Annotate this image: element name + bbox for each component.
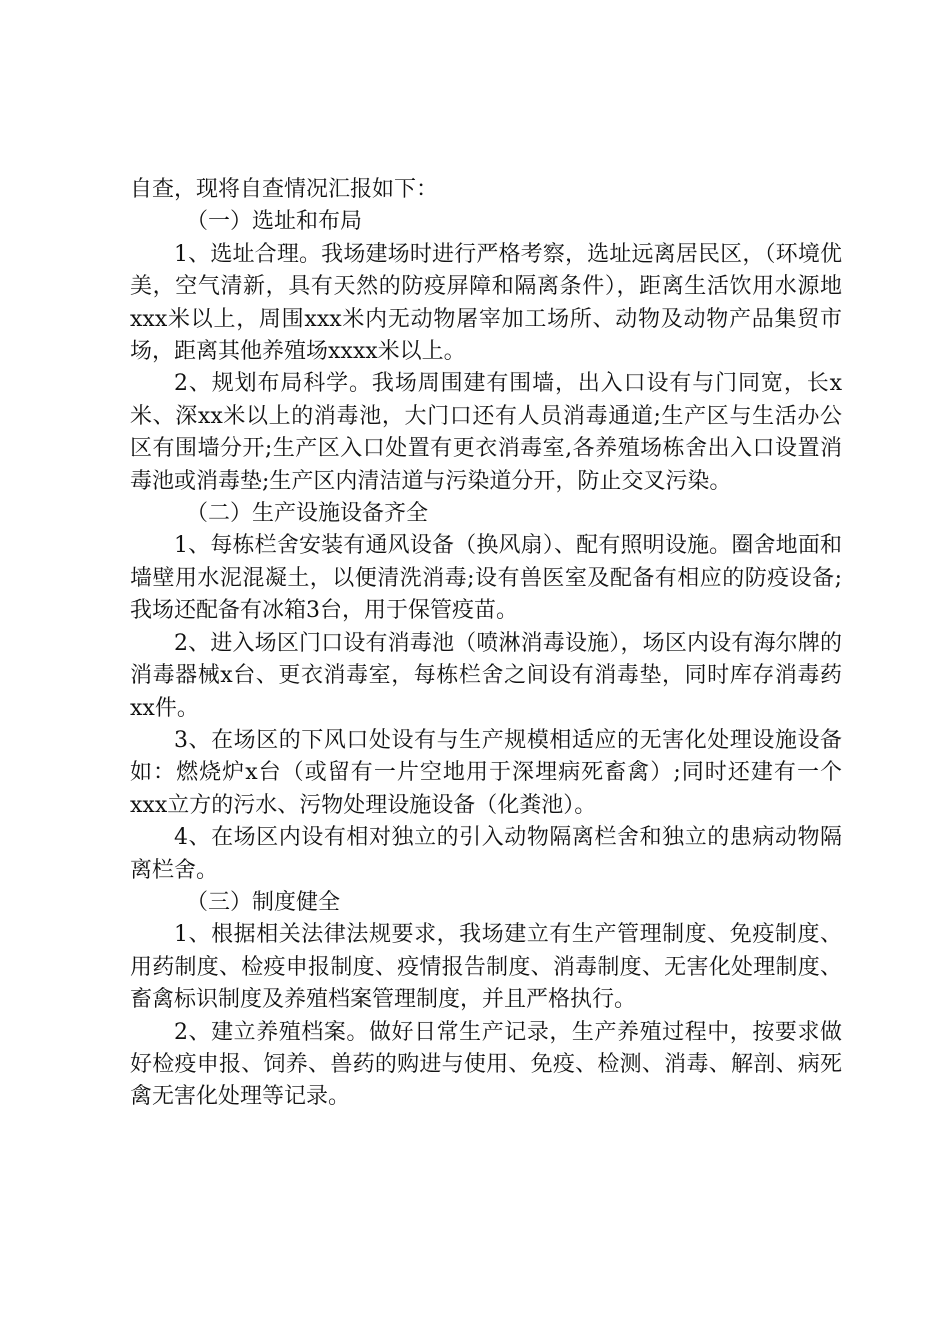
paragraph-isolation: 4、在场区内设有相对独立的引入动物隔离栏舍和独立的患病动物隔离栏舍。 bbox=[130, 825, 842, 883]
paragraph-ventilation: 1、每栋栏舍安装有通风设备（换风扇）、配有照明设施。圈舍地面和墙壁用水泥混凝土，以便清洗消毒;设有兽医室及配备有相应的防疫设备;我场还配备有冰箱3台，用于保管疫苗。 bbox=[130, 533, 842, 624]
paragraph-breeding-records: 2、建立养殖档案。做好日常生产记录，生产养殖过程中，按要求做好检疫申报、饲养、兽药的购进与使用、免疫、检测、消毒、解剖、病死禽无害化处理等记录。 bbox=[130, 1019, 842, 1110]
document-page bbox=[130, 174, 842, 1114]
section-heading-systems: （三）制度健全 bbox=[186, 889, 341, 915]
paragraph-layout-planning: 2、规划布局科学。我场周围建有围墙，出入口设有与门同宽，长x米、深xx米以上的消毒池，大门口还有人员消毒通道;生产区与生活办公区有围墙分开;生产区入口处置有更衣消毒室,各养殖场栋舍出入口设置消毒池或消毒垫;生产区内清洁道与污染道分开，防止交叉污染。 bbox=[130, 371, 842, 494]
section-heading-site-layout: （一）选址和布局 bbox=[186, 209, 363, 235]
paragraph-management-systems: 1、根据相关法律法规要求，我场建立有生产管理制度、免疫制度、用药制度、检疫申报制度、疫情报告制度、消毒制度、无害化处理制度、畜禽标识制度及养殖档案管理制度，并且严格执行。 bbox=[130, 922, 842, 1013]
intro-paragraph: 自查，现将自查情况汇报如下： bbox=[130, 177, 439, 202]
paragraph-site-selection: 1、选址合理。我场建场时进行严格考察，选址远离居民区，（环境优美，空气清新，具有天然的防疫屏障和隔离条件），距离生活饮用水源地xxx米以上，周围xxx米内无动物屠宰加工场所、动物及动物产品集贸市场，距离其他养殖场xxxx米以上。 bbox=[130, 241, 842, 365]
section-heading-facilities: （二）生产设施设备齐全 bbox=[186, 501, 429, 527]
paragraph-disinfection: 2、进入场区门口设有消毒池（喷淋消毒设施），场区内设有海尔牌的消毒器械x台、更衣消毒室，每栋栏舍之间设有消毒垫，同时库存消毒药xx件。 bbox=[130, 630, 842, 721]
paragraph-harmless-treatment: 3、在场区的下风口处设有与生产规模相适应的无害化处理设施设备如：燃烧炉x台（或留有一片空地用于深埋病死畜禽）;同时还建有一个xxx立方的污水、污物处理设施设备（化粪池）。 bbox=[130, 727, 842, 818]
